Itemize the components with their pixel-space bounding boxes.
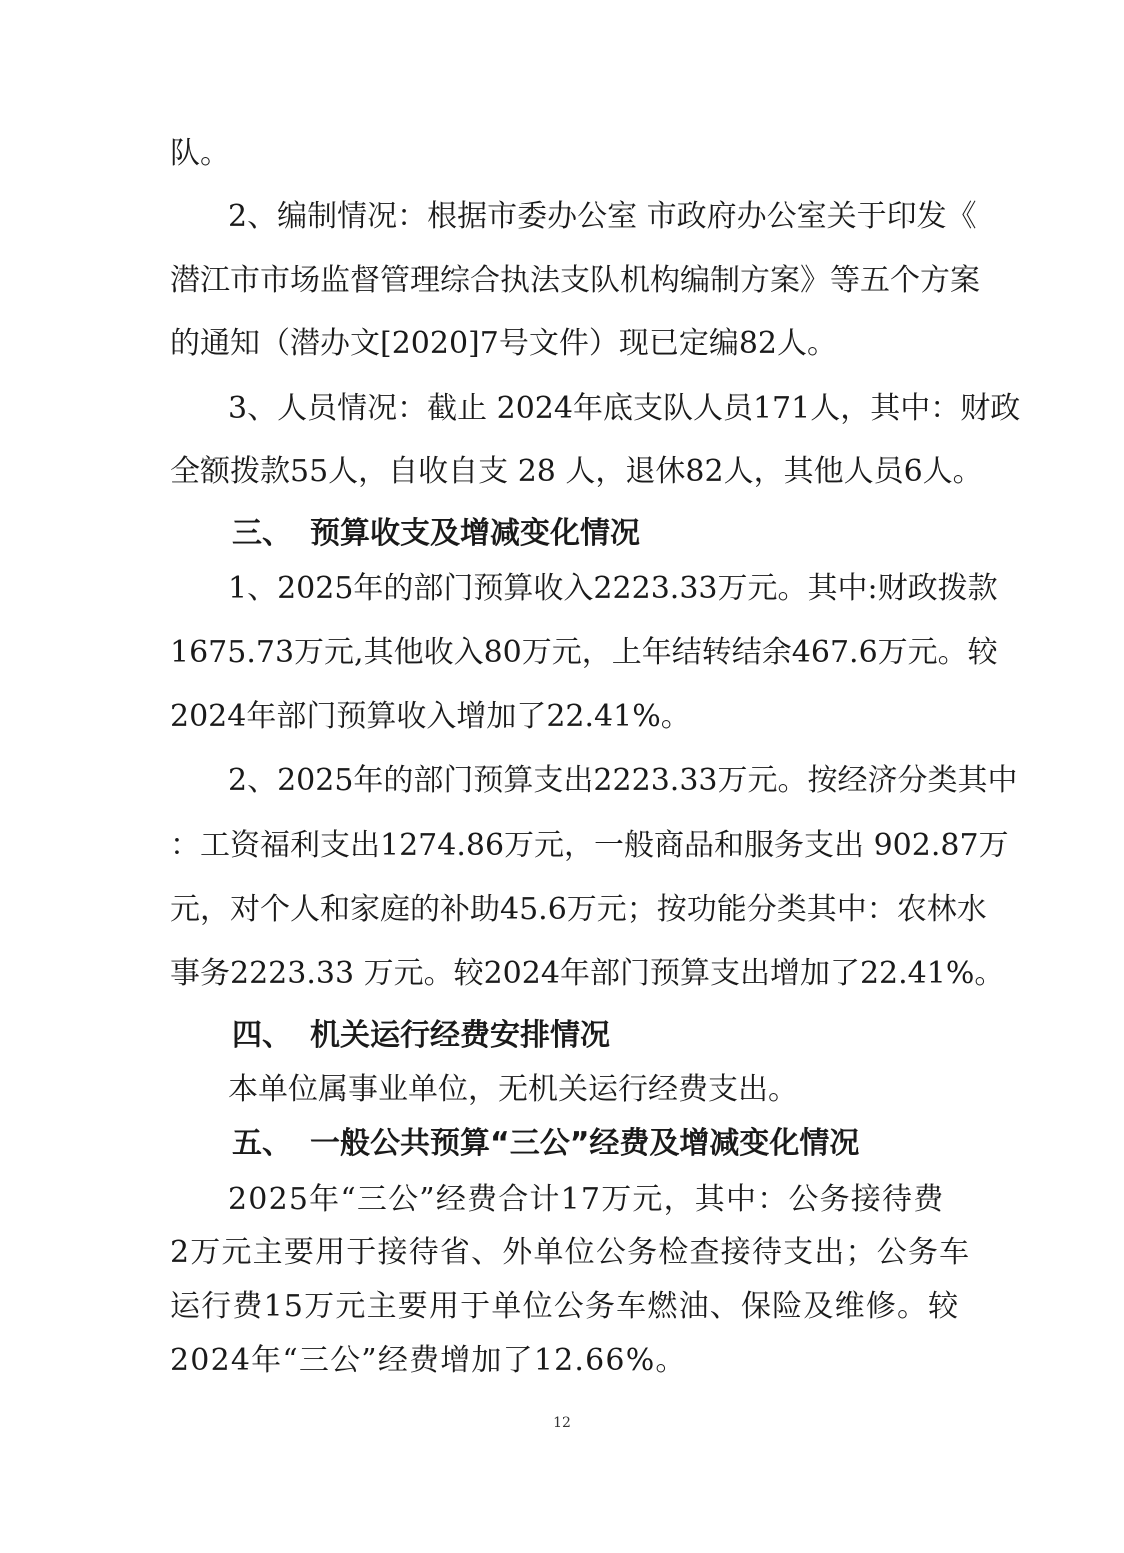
paragraph-line: 2024年“三公”经费增加了12.66%。 [170,1343,687,1378]
section-title: 预算收支及增减变化情况 [310,516,640,551]
paragraph-line: 元，对个人和家庭的补助45.6万元；按功能分类其中：农林水 [170,892,987,927]
paragraph-line: 1、2025年的部门预算收入2223.33万元。其中:财政拨款 [228,571,998,606]
page-number: 12 [553,1415,571,1431]
paragraph-line: 2万元主要用于接待省、外单位公务检查接待支出；公务车 [170,1235,971,1270]
paragraph-line: 1675.73万元,其他收入80万元，上年结转结余467.6万元。较 [170,635,998,670]
section-heading [232,1124,859,1164]
paragraph-line: 2025年“三公”经费合计17万元，其中：公务接待费 [228,1182,945,1217]
paragraph-line: 潜江市市场监督管理综合执法支队机构编制方案》等五个方案 [170,263,980,298]
section-heading [232,514,640,554]
paragraph-line: 3、人员情况：截止 2024年底支队人员171人，其中：财政 [228,391,1021,426]
paragraph-line: 2、编制情况：根据市委办公室 市政府办公室关于印发《 [228,199,977,234]
section-number: 五、 [232,1126,292,1161]
paragraph-line: 2、2025年的部门预算支出2223.33万元。按经济分类其中 [228,763,1018,798]
paragraph-line: 的通知（潜办文[2020]7号文件）现已定编82人。 [170,326,838,361]
paragraph-line: 队。 [170,136,230,171]
section-number: 四、 [232,1018,292,1053]
paragraph-line: 本单位属事业单位，无机关运行经费支出。 [228,1072,798,1107]
paragraph-line: 2024年部门预算收入增加了22.41%。 [170,699,691,734]
section-heading [232,1016,610,1056]
paragraph-line: 全额拨款55人，自收自支 28 人，退休82人，其他人员6人。 [170,454,983,489]
paragraph-line: 运行费15万元主要用于单位公务车燃油、保险及维修。较 [170,1289,960,1324]
paragraph-line: 事务2223.33 万元。较2024年部门预算支出增加了22.41%。 [170,956,1005,991]
section-title: 机关运行经费安排情况 [310,1018,610,1053]
section-title: 一般公共预算“三公”经费及增减变化情况 [310,1126,860,1161]
section-number: 三、 [232,516,292,551]
paragraph-line: ：工资福利支出1274.86万元，一般商品和服务支出 902.87万 [170,828,1009,863]
